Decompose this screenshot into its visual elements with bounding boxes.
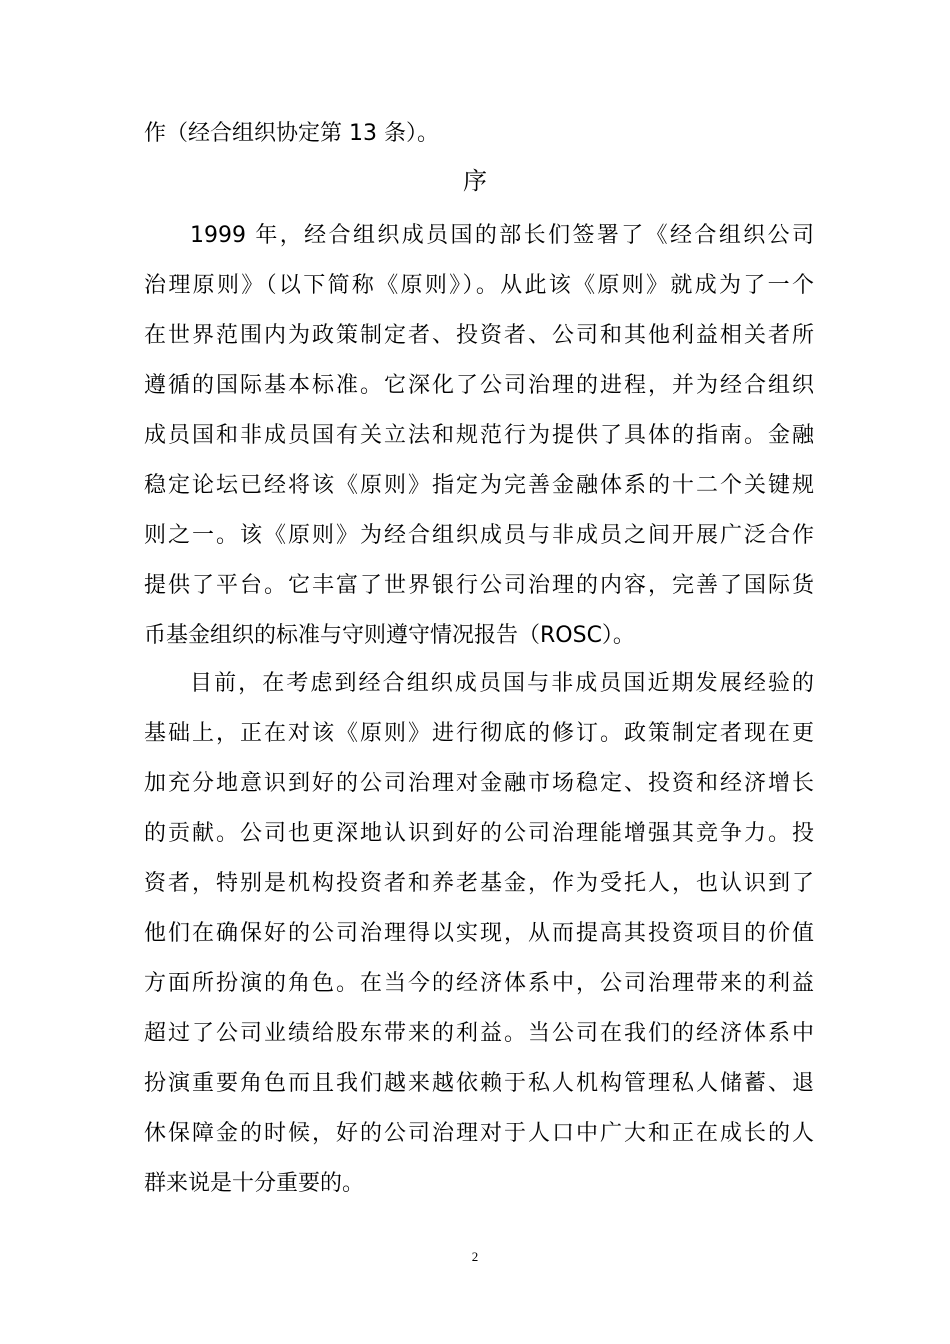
paragraph-line: 加充分地意识到好的公司治理对金融市场稳定、投资和经济增长 xyxy=(144,771,814,796)
paragraph-line: 扮演重要角色而且我们越来越依赖于私人机构管理私人储蓄、退 xyxy=(144,1071,814,1096)
section-title: 序 xyxy=(463,167,487,195)
paragraph-line: 目前，在考虑到经合组织成员国与非成员国近期发展经验的 xyxy=(190,671,814,696)
paragraph-line: 基础上，正在对该《原则》进行彻底的修订。政策制定者现在更 xyxy=(144,721,814,746)
paragraph-line: 币基金组织的标准与守则遵守情况报告（ROSC）。 xyxy=(144,623,635,648)
paragraph-line: 的贡献。公司也更深地认识到好的公司治理能增强其竞争力。投 xyxy=(144,821,814,846)
paragraph-line: 1999 年，经合组织成员国的部长们签署了《经合组织公司 xyxy=(190,223,814,248)
paragraph-line: 群来说是十分重要的。 xyxy=(144,1171,365,1196)
paragraph-line: 在世界范围内为政策制定者、投资者、公司和其他利益相关者所 xyxy=(144,323,814,348)
paragraph-line: 他们在确保好的公司治理得以实现，从而提高其投资项目的价值 xyxy=(144,921,814,946)
paragraph-line: 治理原则》（以下简称《原则》）。从此该《原则》就成为了一个 xyxy=(144,273,814,298)
carryover-line: 作（经合组织协定第 13 条）。 xyxy=(144,121,439,146)
paragraph-line: 遵循的国际基本标准。它深化了公司治理的进程，并为经合组织 xyxy=(144,373,814,398)
paragraph-line: 稳定论坛已经将该《原则》指定为完善金融体系的十二个关键规 xyxy=(144,473,814,498)
paragraph-line: 方面所扮演的角色。在当今的经济体系中，公司治理带来的利益 xyxy=(144,971,814,996)
paragraph-line: 超过了公司业绩给股东带来的利益。当公司在我们的经济体系中 xyxy=(144,1021,814,1046)
page-number: 2 xyxy=(471,1249,479,1264)
paragraph-line: 则之一。该《原则》为经合组织成员与非成员之间开展广泛合作 xyxy=(144,523,814,548)
paragraph-line: 休保障金的时候，好的公司治理对于人口中广大和正在成长的人 xyxy=(144,1121,814,1146)
paragraph-line: 提供了平台。它丰富了世界银行公司治理的内容，完善了国际货 xyxy=(144,573,814,598)
paragraph-line: 资者，特别是机构投资者和养老基金，作为受托人，也认识到了 xyxy=(144,871,814,896)
paragraph-line: 成员国和非成员国有关立法和规范行为提供了具体的指南。金融 xyxy=(144,423,814,448)
